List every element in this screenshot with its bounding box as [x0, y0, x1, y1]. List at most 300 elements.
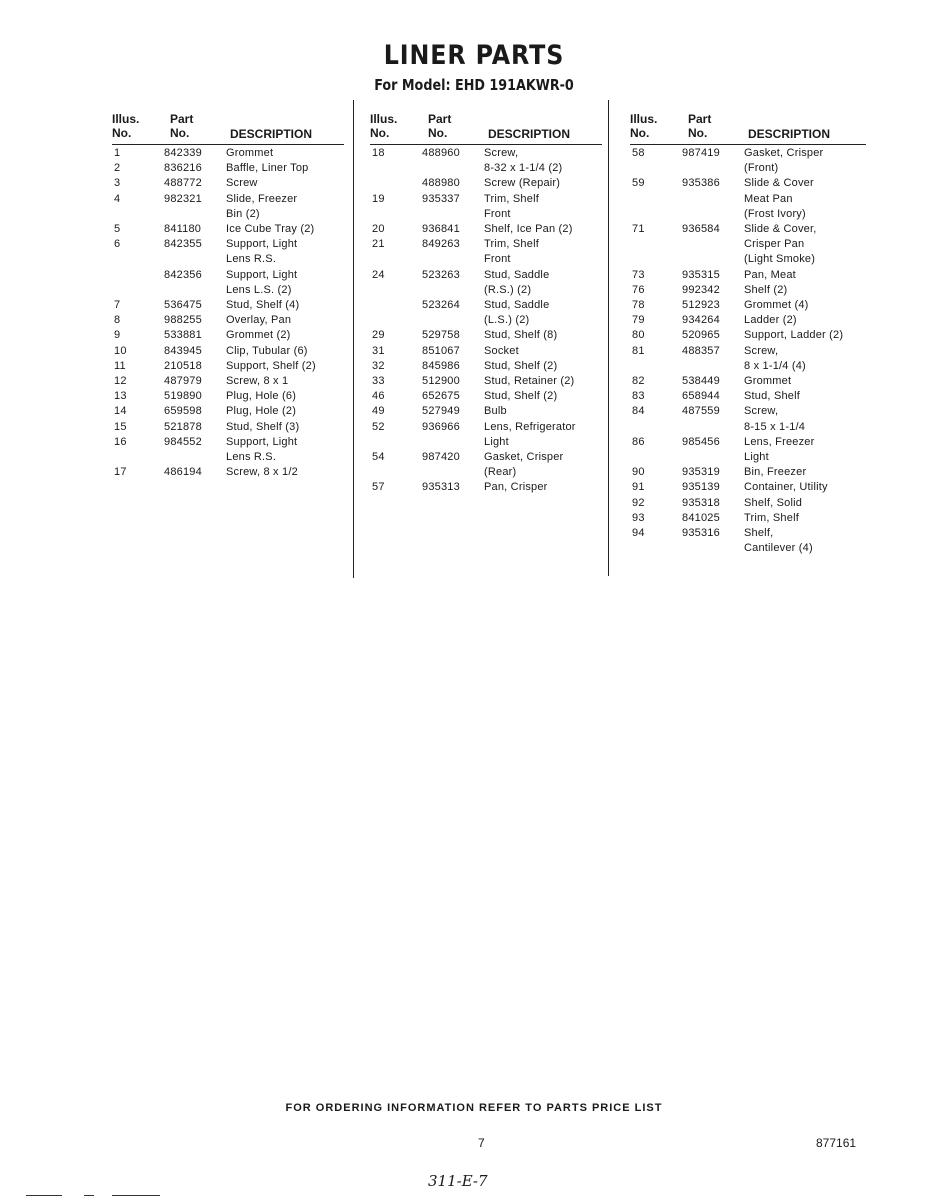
illus-number: 57	[372, 481, 385, 494]
part-number: 512923	[682, 299, 720, 312]
description-line: Slide & Cover	[744, 177, 814, 190]
part-row	[630, 176, 866, 222]
part-row	[370, 389, 602, 404]
description-line: Pan, Crisper	[484, 481, 548, 494]
illus-number: 94	[632, 527, 645, 540]
model-subtitle: For Model: EHD 191AKWR-0	[374, 76, 574, 94]
illus-number: 58	[632, 147, 645, 159]
part-number: 935319	[682, 466, 720, 479]
part-row	[112, 146, 344, 161]
description-line: Screw, 8 x 1	[226, 375, 289, 388]
part-description	[226, 389, 344, 404]
description-line: Screw,	[744, 344, 779, 357]
page-title: LINER PARTS	[383, 40, 565, 71]
part-row	[112, 222, 344, 237]
part-number: 987419	[682, 147, 720, 159]
header-underline	[112, 144, 344, 145]
part-number: 512900	[422, 375, 460, 388]
illus-number: 80	[632, 329, 645, 342]
description-line: Plug, Hole (6)	[226, 390, 297, 403]
part-number: 841025	[682, 511, 720, 524]
illus-number: 86	[632, 435, 645, 448]
header-part-line2: No.	[688, 126, 708, 140]
part-row	[112, 176, 344, 191]
illus-number: 18	[372, 147, 385, 159]
description-line: Front	[484, 253, 511, 266]
illus-number: 6	[114, 238, 121, 251]
illus-number: 12	[114, 375, 127, 388]
description-line: 8-15 x 1-1/4	[744, 420, 806, 433]
column-header	[370, 112, 602, 146]
part-number: 935316	[682, 527, 720, 540]
part-description	[226, 344, 344, 359]
part-number: 536475	[164, 299, 202, 312]
description-line: Support, Light	[226, 268, 298, 281]
illus-number: 31	[372, 344, 385, 357]
header-part-line2: No.	[428, 126, 448, 140]
page-number: 7	[478, 1136, 485, 1150]
description-line: Stud, Retainer (2)	[484, 375, 575, 388]
description-line: Support, Shelf (2)	[226, 359, 316, 372]
part-row	[630, 374, 866, 389]
parts-column-2	[370, 112, 602, 496]
part-description	[226, 465, 344, 480]
part-description	[484, 404, 602, 419]
part-number: 982321	[164, 192, 202, 205]
illus-number: 3	[114, 177, 121, 190]
illus-number: 54	[372, 451, 385, 464]
description-line: Clip, Tubular (6)	[226, 344, 308, 357]
description-line: Shelf, Solid	[744, 496, 803, 509]
part-row	[370, 237, 602, 267]
part-row	[370, 268, 602, 298]
header-part-no	[428, 112, 451, 140]
part-description	[226, 328, 344, 343]
part-description	[484, 359, 602, 374]
part-description	[744, 389, 866, 404]
description-line: (R.S.) (2)	[484, 283, 532, 296]
description-line: Screw, 8 x 1/2	[226, 466, 298, 479]
header-part-line1: Part	[428, 112, 452, 126]
header-part-line2: No.	[170, 126, 190, 140]
part-number: 520965	[682, 329, 720, 342]
illus-number: 73	[632, 268, 645, 281]
description-line: Lens L.S. (2)	[226, 283, 292, 296]
part-description	[744, 480, 866, 495]
description-line: Ladder (2)	[744, 314, 797, 327]
description-line: Container, Utility	[744, 481, 828, 494]
header-part-no	[170, 112, 193, 140]
part-description	[226, 237, 344, 267]
part-description	[744, 222, 866, 268]
part-row	[112, 268, 344, 298]
description-line: Baffle, Liner Top	[226, 162, 309, 175]
edge-mark	[26, 1195, 62, 1196]
illus-number: 92	[632, 496, 645, 509]
illus-number: 91	[632, 481, 645, 494]
header-description: DESCRIPTION	[488, 127, 571, 141]
part-number: 487979	[164, 375, 202, 388]
part-description	[484, 420, 602, 450]
part-description	[744, 526, 866, 556]
edge-mark	[112, 1195, 160, 1196]
part-row	[112, 374, 344, 389]
description-line: Stud, Shelf (3)	[226, 420, 300, 433]
header-part-line1: Part	[170, 112, 194, 126]
part-description	[226, 298, 344, 313]
part-number: 935386	[682, 177, 720, 190]
description-line: Ice Cube Tray (2)	[226, 223, 315, 236]
part-row	[630, 435, 866, 465]
illus-number: 81	[632, 344, 645, 357]
description-line: Stud, Shelf	[744, 390, 801, 403]
part-description	[744, 404, 866, 434]
description-line: Light	[484, 435, 509, 448]
part-number: 488772	[164, 177, 202, 190]
illus-number: 29	[372, 329, 385, 342]
illus-number: 84	[632, 405, 645, 418]
part-description	[484, 374, 602, 389]
description-line: Lens R.S.	[226, 253, 277, 266]
part-number: 843945	[164, 344, 202, 357]
part-description	[484, 389, 602, 404]
part-row	[630, 222, 866, 268]
part-number: 652675	[422, 390, 460, 403]
description-line: Stud, Saddle	[484, 268, 550, 281]
description-line: Bin, Freezer	[744, 466, 807, 479]
part-number: 935337	[422, 192, 460, 205]
description-line: Trim, Shelf	[744, 511, 799, 524]
part-row	[370, 480, 602, 495]
part-description	[744, 298, 866, 313]
part-description	[484, 192, 602, 222]
description-line: (Light Smoke)	[744, 253, 816, 266]
description-line: Grommet (4)	[744, 299, 809, 312]
part-number: 849263	[422, 238, 460, 251]
description-line: Trim, Shelf	[484, 238, 539, 251]
description-line: Front	[484, 207, 511, 220]
part-row	[370, 176, 602, 191]
illus-number: 1	[114, 147, 121, 159]
part-number: 842355	[164, 238, 202, 251]
part-number: 934264	[682, 314, 720, 327]
illus-number: 52	[372, 420, 385, 433]
part-row	[370, 298, 602, 328]
header-description: DESCRIPTION	[230, 127, 313, 141]
part-row	[370, 344, 602, 359]
illus-number: 8	[114, 314, 121, 327]
illus-number: 32	[372, 359, 385, 372]
description-line: Meat Pan	[744, 192, 793, 205]
illus-number: 14	[114, 405, 127, 418]
part-row	[112, 404, 344, 419]
part-description	[484, 450, 602, 480]
part-number: 658944	[682, 390, 720, 403]
part-number: 936841	[422, 223, 460, 236]
part-description	[226, 268, 344, 298]
part-row	[630, 146, 866, 176]
part-row	[112, 465, 344, 480]
parts-column-1	[112, 112, 344, 480]
illus-number: 79	[632, 314, 645, 327]
part-number: 659598	[164, 405, 202, 418]
illus-number: 7	[114, 299, 121, 312]
description-line: Grommet	[744, 375, 792, 388]
part-number: 936584	[682, 223, 720, 236]
header-underline	[370, 144, 602, 145]
header-part-no	[688, 112, 711, 140]
part-row	[370, 450, 602, 480]
column-header	[630, 112, 866, 146]
illus-number: 15	[114, 420, 127, 433]
description-line: Screw	[226, 177, 258, 190]
part-description	[226, 176, 344, 191]
header-illus-line2: No.	[370, 126, 390, 140]
illus-number: 21	[372, 238, 385, 251]
description-line: (Rear)	[484, 466, 517, 479]
illus-number: 49	[372, 405, 385, 418]
part-row	[370, 420, 602, 450]
description-line: Grommet (2)	[226, 329, 291, 342]
illus-number: 59	[632, 177, 645, 190]
description-line: Light	[744, 451, 769, 464]
description-line: Stud, Saddle	[484, 299, 550, 312]
part-number: 935139	[682, 481, 720, 494]
part-description	[744, 268, 866, 283]
header-illus-line1: Illus.	[370, 112, 398, 126]
header-illus-line2: No.	[112, 126, 132, 140]
part-number: 851067	[422, 344, 460, 357]
illus-number: 93	[632, 511, 645, 524]
illus-number: 17	[114, 466, 127, 479]
part-row	[630, 344, 866, 374]
part-number: 845986	[422, 359, 460, 372]
part-description	[226, 146, 344, 161]
document-number: 877161	[816, 1136, 857, 1150]
part-number: 992342	[682, 283, 720, 296]
illus-number: 9	[114, 329, 121, 342]
part-description	[226, 359, 344, 374]
edge-mark	[84, 1195, 94, 1196]
part-row	[630, 328, 866, 343]
part-number: 935315	[682, 268, 720, 281]
column-header	[112, 112, 344, 146]
part-description	[744, 374, 866, 389]
header-illus-no	[112, 112, 139, 140]
illus-number: 4	[114, 192, 121, 205]
column-divider	[353, 100, 354, 578]
header-illus-no	[370, 112, 397, 140]
part-description	[226, 222, 344, 237]
header-description: DESCRIPTION	[748, 127, 831, 141]
description-line: Trim, Shelf	[484, 192, 539, 205]
header-illus-line1: Illus.	[630, 112, 658, 126]
part-row	[112, 313, 344, 328]
part-description	[226, 374, 344, 389]
part-row	[370, 192, 602, 222]
part-number: 529758	[422, 329, 460, 342]
description-line: Shelf,	[744, 527, 774, 540]
description-line: Lens, Refrigerator	[484, 420, 576, 433]
description-line: Cantilever (4)	[744, 542, 813, 555]
part-description	[744, 511, 866, 526]
header-illus-no	[630, 112, 657, 140]
part-row	[630, 268, 866, 283]
part-number: 487559	[682, 405, 720, 418]
part-description	[744, 146, 866, 176]
part-description	[744, 328, 866, 343]
illus-number: 16	[114, 435, 127, 448]
part-row	[370, 146, 602, 176]
description-line: Screw,	[484, 147, 519, 159]
description-line: Grommet	[226, 147, 274, 159]
illus-number: 82	[632, 375, 645, 388]
ordering-footer: FOR ORDERING INFORMATION REFER TO PARTS PRICE LIST	[285, 1102, 663, 1114]
part-number: 488357	[682, 344, 720, 357]
part-description	[744, 283, 866, 298]
description-line: Gasket, Crisper	[484, 451, 564, 464]
illus-number: 90	[632, 466, 645, 479]
description-line: 8 x 1-1/4 (4)	[744, 359, 806, 372]
description-line: Pan, Meat	[744, 268, 796, 281]
part-row	[630, 465, 866, 480]
illus-number: 13	[114, 390, 127, 403]
part-row	[630, 511, 866, 526]
part-description	[226, 192, 344, 222]
part-row	[370, 359, 602, 374]
part-description	[484, 268, 602, 298]
illus-number: 19	[372, 192, 385, 205]
part-description	[744, 176, 866, 222]
description-line: Slide & Cover,	[744, 223, 817, 236]
part-number: 486194	[164, 466, 202, 479]
part-description	[226, 161, 344, 176]
part-row	[112, 328, 344, 343]
part-number: 488960	[422, 147, 460, 159]
part-description	[484, 176, 602, 191]
part-row	[370, 404, 602, 419]
part-number: 210518	[164, 359, 202, 372]
part-row	[630, 313, 866, 328]
part-description	[226, 420, 344, 435]
part-description	[226, 313, 344, 328]
part-row	[630, 283, 866, 298]
part-number: 842339	[164, 147, 202, 159]
description-line: Slide, Freezer	[226, 192, 298, 205]
header-illus-line1: Illus.	[112, 112, 140, 126]
part-row	[630, 480, 866, 495]
part-row	[370, 374, 602, 389]
part-number: 841180	[164, 223, 202, 236]
part-number: 538449	[682, 375, 720, 388]
parts-column-3	[630, 112, 866, 556]
part-number: 936966	[422, 420, 460, 433]
description-line: Crisper Pan	[744, 238, 805, 251]
description-line: (Frost Ivory)	[744, 207, 806, 220]
description-line: Plug, Hole (2)	[226, 405, 297, 418]
part-row	[630, 496, 866, 511]
description-line: Support, Light	[226, 435, 298, 448]
description-line: Gasket, Crisper	[744, 147, 824, 159]
illus-number: 11	[114, 359, 126, 372]
part-row	[112, 344, 344, 359]
illus-number: 78	[632, 299, 645, 312]
description-line: Stud, Shelf (2)	[484, 390, 558, 403]
part-row	[370, 328, 602, 343]
part-description	[744, 344, 866, 374]
part-row	[112, 237, 344, 267]
part-number: 533881	[164, 329, 202, 342]
part-description	[226, 435, 344, 465]
part-description	[484, 146, 602, 176]
part-description	[484, 328, 602, 343]
part-description	[226, 404, 344, 419]
description-line: Screw (Repair)	[484, 177, 561, 190]
description-line: Bulb	[484, 405, 507, 418]
description-line: Shelf, Ice Pan (2)	[484, 223, 573, 236]
description-line: (Front)	[744, 162, 779, 175]
part-row	[112, 389, 344, 404]
part-number: 521878	[164, 420, 202, 433]
header-illus-line2: No.	[630, 126, 650, 140]
part-row	[112, 435, 344, 465]
part-number: 935318	[682, 496, 720, 509]
description-line: 8-32 x 1-1/4 (2)	[484, 162, 563, 175]
column-divider	[608, 100, 609, 576]
part-row	[630, 298, 866, 313]
description-line: Shelf (2)	[744, 283, 788, 296]
part-description	[484, 222, 602, 237]
part-description	[744, 313, 866, 328]
description-line: (L.S.) (2)	[484, 314, 530, 327]
handwritten-note: 311-E-7	[428, 1172, 488, 1190]
part-number: 488980	[422, 177, 460, 190]
part-number: 527949	[422, 405, 460, 418]
illus-number: 10	[114, 344, 127, 357]
description-line: Socket	[484, 344, 519, 357]
description-line: Lens R.S.	[226, 451, 277, 464]
description-line: Stud, Shelf (4)	[226, 299, 300, 312]
part-number: 519890	[164, 390, 202, 403]
illus-number: 76	[632, 283, 645, 296]
header-underline	[630, 144, 866, 145]
part-row	[112, 298, 344, 313]
part-row	[112, 161, 344, 176]
part-row	[630, 389, 866, 404]
part-number: 988255	[164, 314, 202, 327]
part-description	[744, 465, 866, 480]
part-description	[744, 496, 866, 511]
part-number: 987420	[422, 451, 460, 464]
description-line: Support, Ladder (2)	[744, 329, 844, 342]
part-row	[112, 192, 344, 222]
illus-number: 2	[114, 162, 121, 175]
part-number: 523264	[422, 299, 460, 312]
description-line: Stud, Shelf (8)	[484, 329, 558, 342]
illus-number: 20	[372, 223, 385, 236]
part-row	[630, 404, 866, 434]
part-description	[744, 435, 866, 465]
description-line: Screw,	[744, 405, 779, 418]
part-number: 523263	[422, 268, 460, 281]
illus-number: 24	[372, 268, 385, 281]
part-row	[630, 526, 866, 556]
illus-number: 33	[372, 375, 385, 388]
part-number: 836216	[164, 162, 202, 175]
description-line: Stud, Shelf (2)	[484, 359, 558, 372]
description-line: Support, Light	[226, 238, 298, 251]
part-row	[112, 420, 344, 435]
